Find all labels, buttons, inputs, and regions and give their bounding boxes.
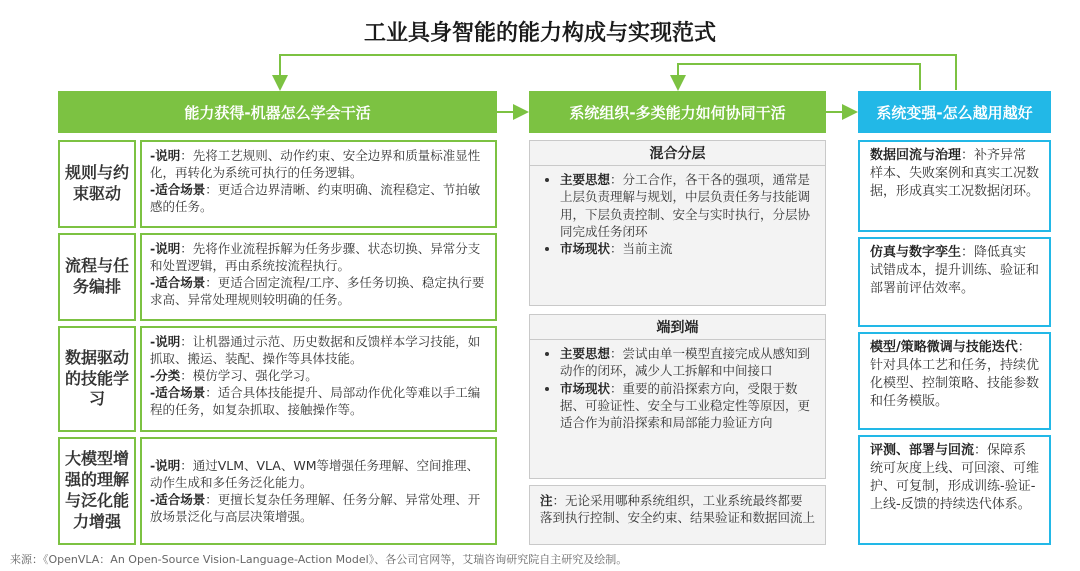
feedback-loop-inner: [678, 64, 920, 90]
row-scene: [150, 181, 487, 215]
row-label-data-driven: 数据驱动的技能学习: [58, 326, 136, 432]
class-label: -分类: [150, 368, 181, 383]
item-label: 主要思想: [560, 346, 611, 361]
side-label: 数据回流与治理: [870, 148, 962, 163]
list-item: [560, 345, 817, 380]
desc-text: ：通过VLM、VLA、WM等增强任务理解、空间推理、动作生成和多任务泛化能力。: [150, 458, 480, 490]
middle-note: [529, 485, 826, 545]
row-box-data-driven: [140, 326, 497, 432]
scene-text: ：更适合固定流程/工序、多任务切换、稳定执行要求高、异常处理规则较明确的任务。: [150, 275, 485, 307]
desc-text: ：先将工艺规则、动作约束、安全边界和质量标准显性化，再转化为系统可执行的任务逻辑。: [150, 148, 481, 180]
side-box-simulation: [858, 237, 1051, 327]
page-title: 工业具身智能的能力构成与实现范式: [363, 21, 716, 46]
header-capability: 能力获得-机器怎么学会干活: [58, 91, 497, 133]
list-item: [560, 240, 817, 257]
scene-text: ：适合具体技能提升、局部动作优化等难以手工编程的任务，如复杂抓取、接触操作等。: [150, 385, 481, 417]
side-label: 仿真与数字孪生: [870, 245, 962, 260]
row-box-workflow: [140, 233, 497, 321]
row-desc: [150, 240, 487, 274]
side-text: ：补齐异常样本、失败案例和真实工况数据，形成真实工况数据闭环。: [870, 148, 1040, 199]
scene-label: -适合场景: [150, 182, 206, 197]
scene-text: ：更擅长复杂任务理解、任务分解、异常处理、开放场景泛化与高层决策增强。: [150, 492, 481, 524]
panel-list: [530, 345, 825, 431]
side-text: ：针对具体工艺和任务，持续优化模型、控制策略、技能参数和任务模版。: [870, 340, 1040, 409]
item-label: 主要思想: [560, 172, 611, 187]
scene-label: -适合场景: [150, 492, 206, 507]
scene-text: ：更适合边界清晰、约束明确、流程稳定、节拍敏感的任务。: [150, 182, 481, 214]
side-label: 模型/策略微调与技能迭代: [870, 340, 1018, 355]
class-text: ：模仿学习、强化学习。: [180, 368, 318, 383]
row-desc: [150, 457, 487, 491]
row-box-rules: [140, 140, 497, 228]
note-label: 注: [540, 493, 553, 508]
side-box-fine-tuning: [858, 332, 1051, 430]
row-class: [150, 367, 487, 384]
item-text: ：尝试由单一模型直接完成从感知到动作的闭环，减少人工拆解和中间接口: [560, 346, 811, 379]
panel-hybrid-layered: [529, 140, 826, 306]
desc-text: ：让机器通过示范、历史数据和反馈样本学习技能，如抓取、搬运、装配、操作等具体技能。: [150, 334, 481, 366]
list-item: [560, 171, 817, 240]
desc-label: -说明: [150, 334, 181, 349]
row-label-large-model: 大模型增强的理解与泛化能力增强: [58, 437, 136, 545]
row-desc: [150, 333, 487, 367]
panel-end-to-end: [529, 314, 826, 479]
side-box-data-loop: [858, 140, 1051, 232]
item-label: 市场现状: [560, 380, 611, 396]
desc-label: -说明: [150, 458, 181, 473]
side-box-evaluation: [858, 435, 1051, 545]
side-text: ：保障系统可灰度上线、可回滚、可维护、可复制，形成训练-验证-上线-反馈的持续迭代体系。: [870, 443, 1040, 512]
item-text: ：分工合作，各干各的强项，通常是上层负责理解与规划，中层负责任务与技能调用，下层负责控制、安全与实时执行，分层协同完成任务闭环: [560, 172, 811, 239]
row-box-large-model: [140, 437, 497, 545]
item-text: ：当前主流: [610, 241, 673, 256]
desc-label: -说明: [150, 241, 181, 256]
row-scene: [150, 491, 487, 525]
row-label-rules: 规则与约束驱动: [58, 140, 136, 228]
scene-label: -适合场景: [150, 385, 206, 400]
row-scene: [150, 274, 487, 308]
header-system-improvement: 系统变强-怎么越用越好: [858, 91, 1051, 133]
item-text: ：重要的前沿探索方向，受限于数据、可验证性、安全与工业稳定性等原因，更适合作为前沿探索和局部能力验证方向: [560, 380, 811, 430]
feedback-loop-outer: [280, 55, 956, 90]
row-scene: [150, 384, 487, 418]
desc-label: -说明: [150, 148, 181, 163]
scene-label: -适合场景: [150, 275, 206, 290]
panel-title: 混合分层: [530, 141, 825, 166]
header-system-organization: 系统组织-多类能力如何协同干活: [529, 91, 826, 133]
note-text: ：无论采用哪种系统组织，工业系统最终都要落到执行控制、安全约束、结果验证和数据回流上: [540, 493, 816, 526]
source-note: 来源：《OpenVLA：An Open-Source Vision-Language-Action Model》、各公司官网等，艾瑞咨询研究院自主研究及绘制。: [10, 553, 628, 566]
row-desc: [150, 147, 487, 181]
panel-list: [530, 171, 825, 257]
side-label: 评测、部署与回流: [870, 443, 975, 458]
item-label: 市场现状: [560, 241, 611, 256]
side-text: ：降低真实试错成本，提升训练、验证和部署前评估效率。: [870, 245, 1040, 296]
list-item: [560, 380, 817, 432]
desc-text: ：先将作业流程拆解为任务步骤、状态切换、异常分支和处置逻辑，再由系统按流程执行。: [150, 241, 481, 273]
row-label-workflow: 流程与任务编排: [58, 233, 136, 321]
panel-title: 端到端: [530, 315, 825, 340]
